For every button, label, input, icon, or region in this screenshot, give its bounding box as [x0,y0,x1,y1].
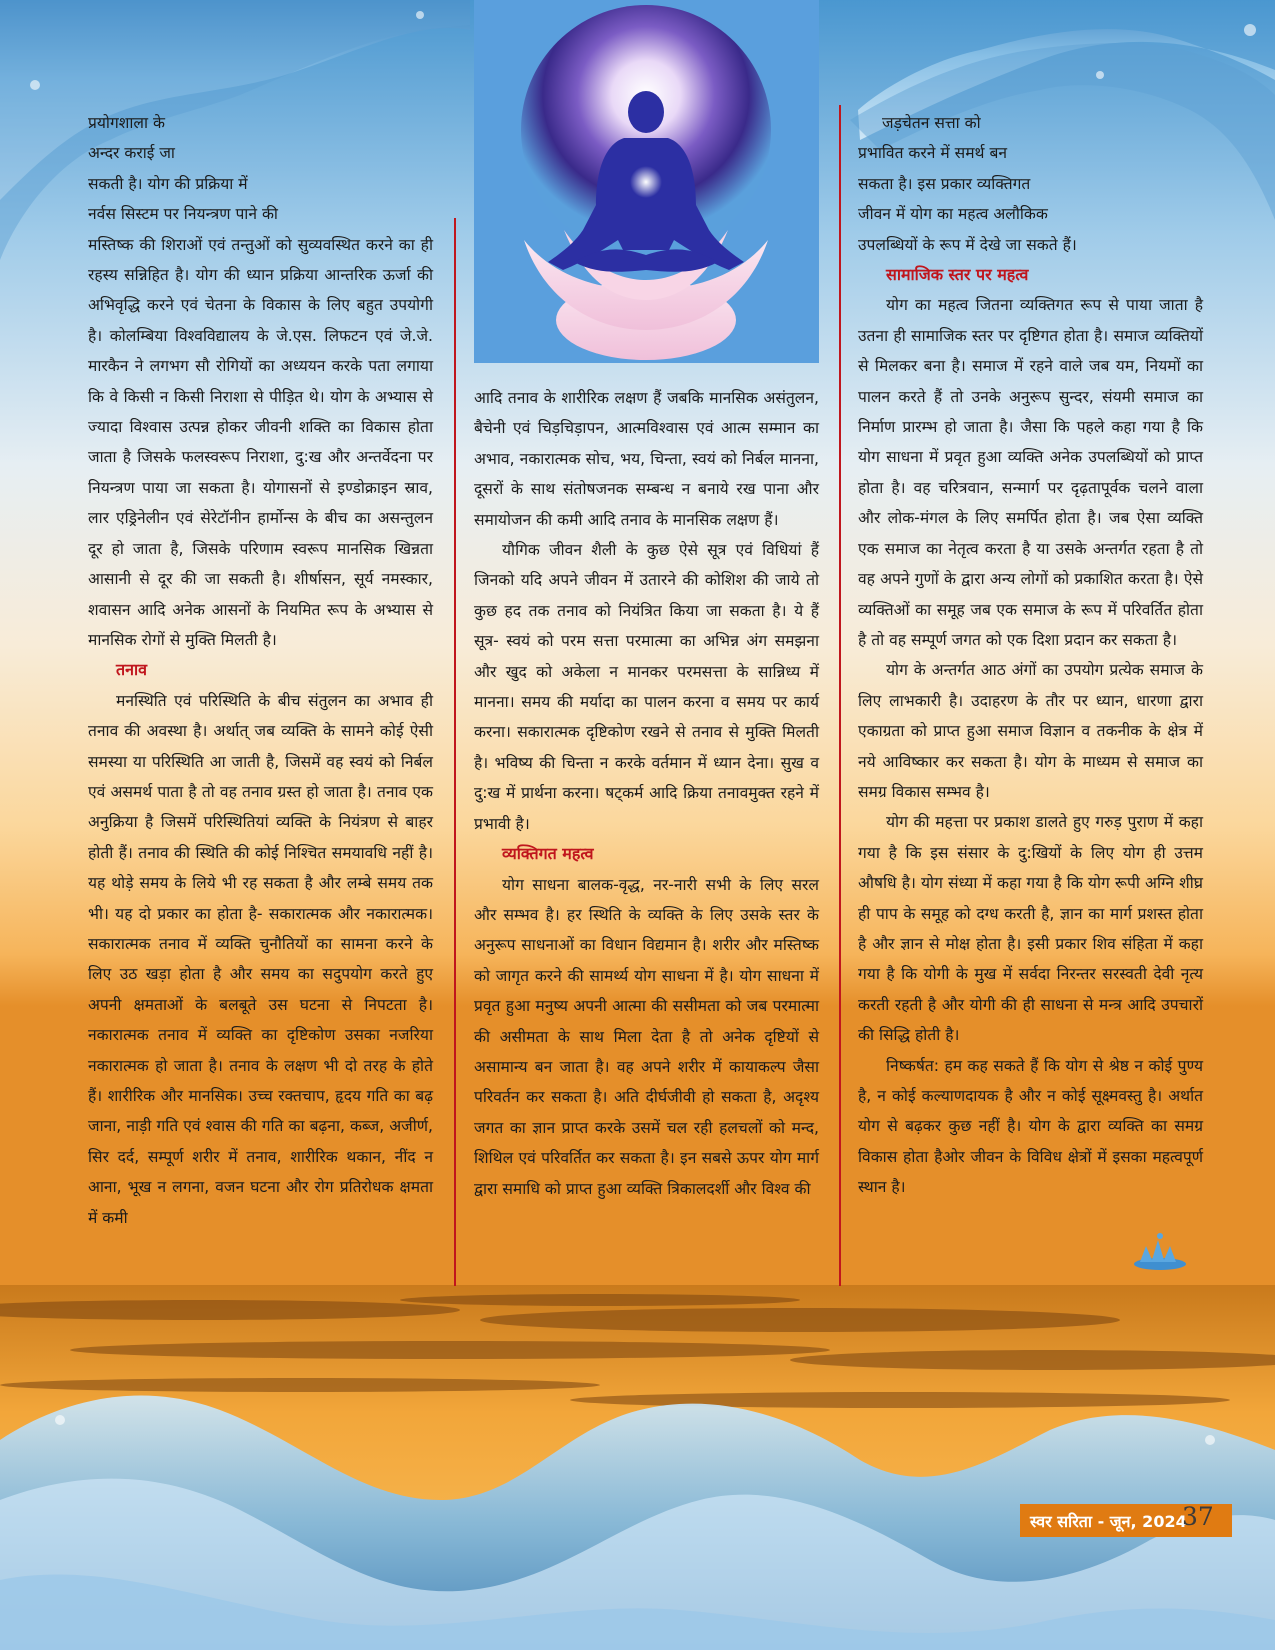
intro-line: उपलब्धियों के रूप में देखे जा सकते हैं। [858,235,1077,254]
intro-line: प्रभावित करने में समर्थ बन [858,144,1008,163]
paragraph: योग के अन्तर्गत आठ अंगों का उपयोग प्रत्येक समाज के लिए लाभकारी है। उदाहरण के तौर पर ध्यान, धारणा द्वारा एकाग्रता को प्राप्त हुआ समाज विज्ञान व तकनीक के क्षेत्र में नये आविष्कार कर सकता है। योग के माध्यम से समाज का समग्र विकास सम्भव है। [858,661,1203,801]
water-splash-icon [1130,1232,1190,1272]
intro-line: जीवन में योग का महत्व अलौकिक [858,205,1048,224]
meditation-figure-illustration [474,0,819,363]
paragraph: आदि तनाव के शारीरिक लक्षण हैं जबकि मानसिक असंतुलन, बैचेनी एवं चिड़चिड़ापन, आत्मविश्वास एवं आत्म सम्मान का अभाव, नकारात्मक सोच, भय, चिन्ता, स्वयं को निर्बल मानना, दूसरों के साथ संतोषजनक सम्बन्ध न बनाये रख पाना और समायोजन की कमी आदि तनाव के मानसिक लक्षण हैं। [474,389,819,529]
paragraph: योग की महत्ता पर प्रकाश डालते हुए गरुड़ पुराण में कहा गया है कि इस संसार के दु:खियों के लिए योग ही उत्तम औषधि है। योग संध्या में कहा गया है कि योग रूपी अग्नि शीघ्र ही पाप के समूह को दग्ध करती है, ज्ञान का मार्ग प्रशस्त होता है और ज्ञान से मोक्ष होता है। इसी प्रकार शिव संहिता में कहा गया है कि योगी के मुख में सर्वदा निरन्तर सरस्वती देवी नृत्य करती रहती है और योगी की ही साधना से मन्त्र आदि उपचारों की सिद्धि होती है। [858,813,1203,1045]
intro-line: सकता है। इस प्रकार व्यक्तिगत [858,174,1031,193]
paragraph: योग साधना बालक-वृद्ध, नर-नारी सभी के लिए सरल और सम्भव है। हर स्थिति के व्यक्ति के लिए उसके स्तर के अनुरूप साधनाओं का विधान विद्यमान है। शरीर और मस्तिष्क को जागृत करने की सामर्थ्य योग साधना में है। योग साधना में प्रवृत हुआ मनुष्य अपनी आत्मा की ससीमता को जब परमात्मा की असीमता के साथ मिला देता है तो अनेक दृष्टियों से असामान्य बन जाता है। वह अपने शरीर में कायाकल्प जैसा परिवर्तन कर सकता है। अति दीर्घजीवी हो सकता है, अदृश्य जगत का ज्ञान प्राप्त करके उसमें चल रही हलचलों को मन्द, शिथिल एवं परिवर्तित कर सकता है। इन सबसे ऊपर योग मार्ग द्वारा समाधि को प्राप्त हुआ व्यक्ति त्रिकालदर्शी और विश्व की [474,875,819,1198]
paragraph: योग का महत्व जितना व्यक्तिगत रूप से पाया जाता है उतना ही सामाजिक स्तर पर दृष्टिगत होता है। समाज व्यक्तियों से मिलकर बना है। समाज में रहने वाले जब यम, नियमों का पालन करते हैं तो उनके अनुरूप सुन्दर, संयमी समाज का निर्माण प्रारम्भ हो जाता है। जैसा कि पहले कहा गया है कि योग साधना में प्रवृत हुआ व्यक्ति अनेक उपलब्धियों को प्राप्त होता है। वह चरित्रवान, सन्मार्ग पर दृढ़तापूर्वक चलने वाला और लोक-मंगल के लिए समर्पित होता है। जब ऐसा व्यक्ति एक समाज का नेतृत्व करता है या उसके अन्तर्गत रहता है तो वह अपने गुणों के द्वारा अन्य लोगों को प्रकाशित करता है। ऐसे व्यक्तिओं का समूह जब एक समाज के रूप में परिवर्तित होता है तो वह सम्पूर्ण जगत को एक दिशा प्रदान कर सकता है। [858,296,1203,649]
column-divider-left [454,218,456,1286]
intro-line: सकती है। योग की प्रक्रिया में [88,174,248,193]
section-heading-samajik-star: सामाजिक स्तर पर महत्व [886,265,1029,285]
section-heading-vyaktigat-mahatva: व्यक्तिगत महत्व [502,844,594,864]
article-column-1 [88,108,433,1233]
article-column-2 [474,383,819,1204]
paragraph: निष्कर्षत: हम कह सकते हैं कि योग से श्रेष्ठ न कोई पुण्य है, न कोई कल्याणदायक है और न कोई सूक्ष्मवस्तु है। अर्थात योग से बढ़कर कुछ नहीं है। योग के द्वारा व्यक्ति का समग्र विकास होता हैओर जीवन के विविध क्षेत्रों में इसका महत्वपूर्ण स्थान है। [858,1056,1203,1197]
paragraph: यौगिक जीवन शैली के कुछ ऐसे सूत्र एवं विधियां हैं जिनको यदि अपने जीवन में उतारने की कोशिश की जाये तो कुछ हद तक तनाव को नियंत्रित किया जा सकता है। ये हैं सूत्र- स्वयं को परम सत्ता परमात्मा का अभिन्न अंग समझना और खुद को अकेला न मानकर परमसत्ता के सान्निध्य में मानना। समय की मर्यादा का पालन करना व समय पर कार्य करना। सकारात्मक दृष्टिकोण रखने से तनाव से मुक्ति मिलती है। भविष्य की चिन्ता न करके वर्तमान में ध्यान देना। सुख व दु:ख में प्रार्थना करना। षट्कर्म आदि क्रिया तनावमुक्त रहने में प्रभावी है। [474,541,819,833]
magazine-title: स्वर सरिता - जून, 2024 [1030,1511,1187,1531]
column-divider-right [839,105,841,1286]
intro-line: अन्दर कराई जा [88,144,175,163]
intro-line: नर्वस सिस्टम पर नियन्त्रण पाने की [88,205,278,224]
intro-line: जड़चेतन सत्ता को [882,114,981,132]
article-column-3 [858,108,1203,1203]
paragraph: मनस्थिति एवं परिस्थिति के बीच संतुलन का अभाव ही तनाव की अवस्था है। अर्थात् जब व्यक्ति के सामने कोई ऐसी समस्या या परिस्थिति आ जाती है, जिसमें वह स्वयं को निर्बल एवं असमर्थ पाता है तो वह तनाव ग्रस्त हो जाता है। तनाव एक अनुक्रिया है जिसमें परिस्थितियां व्यक्ति के नियंत्रण से बाहर होती हैं। तनाव की स्थिति की कोई निश्चित समयावधि नहीं है। यह थोड़े समय के लिये भी रह सकता है और लम्बे समय तक भी। यह दो प्रकार का होता है- सकारात्मक और नकारात्मक। सकारात्मक तनाव में व्यक्ति चुनौतियों का सामना करने के लिए उठ खड़ा होता है और समय का सदुपयोग करते हुए अपनी क्षमताओं के बलबूते उस घटना से निपटता है। नकारात्मक तनाव में व्यक्ति का दृष्टिकोण उसका नजरिया नकारात्मक हो जाता है। तनाव के लक्षण भी दो तरह के होते हैं। शारीरिक और मानसिक। उच्च रक्तचाप, हृदय गति का बढ़ जाना, नाड़ी गति एवं श्वास की गति का बढ़ना, कब्ज, अजीर्ण, सिर दर्द, सम्पूर्ण शरीर में तनाव, शारीरिक थकान, नींद न आना, भूख न लगना, वजन घटना और रोग प्रतिरोधक क्षमता में कमी [88,691,433,1227]
intro-line: प्रयोगशाला के [88,114,165,132]
page-number: 37 [1182,1502,1214,1531]
paragraph: मस्तिष्क की शिराओं एवं तन्तुओं को सुव्यवस्थित करने का ही रहस्य सन्निहित है। योग की ध्यान प्रक्रिया आन्तरिक ऊर्जा की अभिवृद्धि करने एवं चेतना के विकास के लिए बहुत उपयोगी है। कोलम्बिया विश्वविद्यालय के जे.एस. लिफटन एवं जे.जे. मारकैन ने लगभग सौ रोगियों का अध्ययन करके पता लगाया कि वे किसी न किसी निराशा से पीड़ित थे। योग के अभ्यास से ज्यादा विश्वास उत्पन्न होकर जीवनी शक्ति का विकास होता जाता है जिसके फलस्वरूप निराशा, दु:ख और अन्तर्वेदना पर नियन्त्रण पाया जा सकता है। योगासनों से इण्डोक्राइन स्राव, लार एड्रिनेलीन एवं सेरेटॉनीन हार्मोन्स के बीच का असन्तुलन दूर हो जाता है, जिसके परिणाम स्वरूप मानसिक खिन्नता आसानी से दूर की जा सकती है। शीर्षासन, सूर्य नमस्कार, शवासन आदि अनेक आसनों के नियमित रूप के अभ्यास से मानसिक रोगों से मुक्ति मिलती है। [88,235,433,649]
section-heading-tanav: तनाव [116,660,148,680]
